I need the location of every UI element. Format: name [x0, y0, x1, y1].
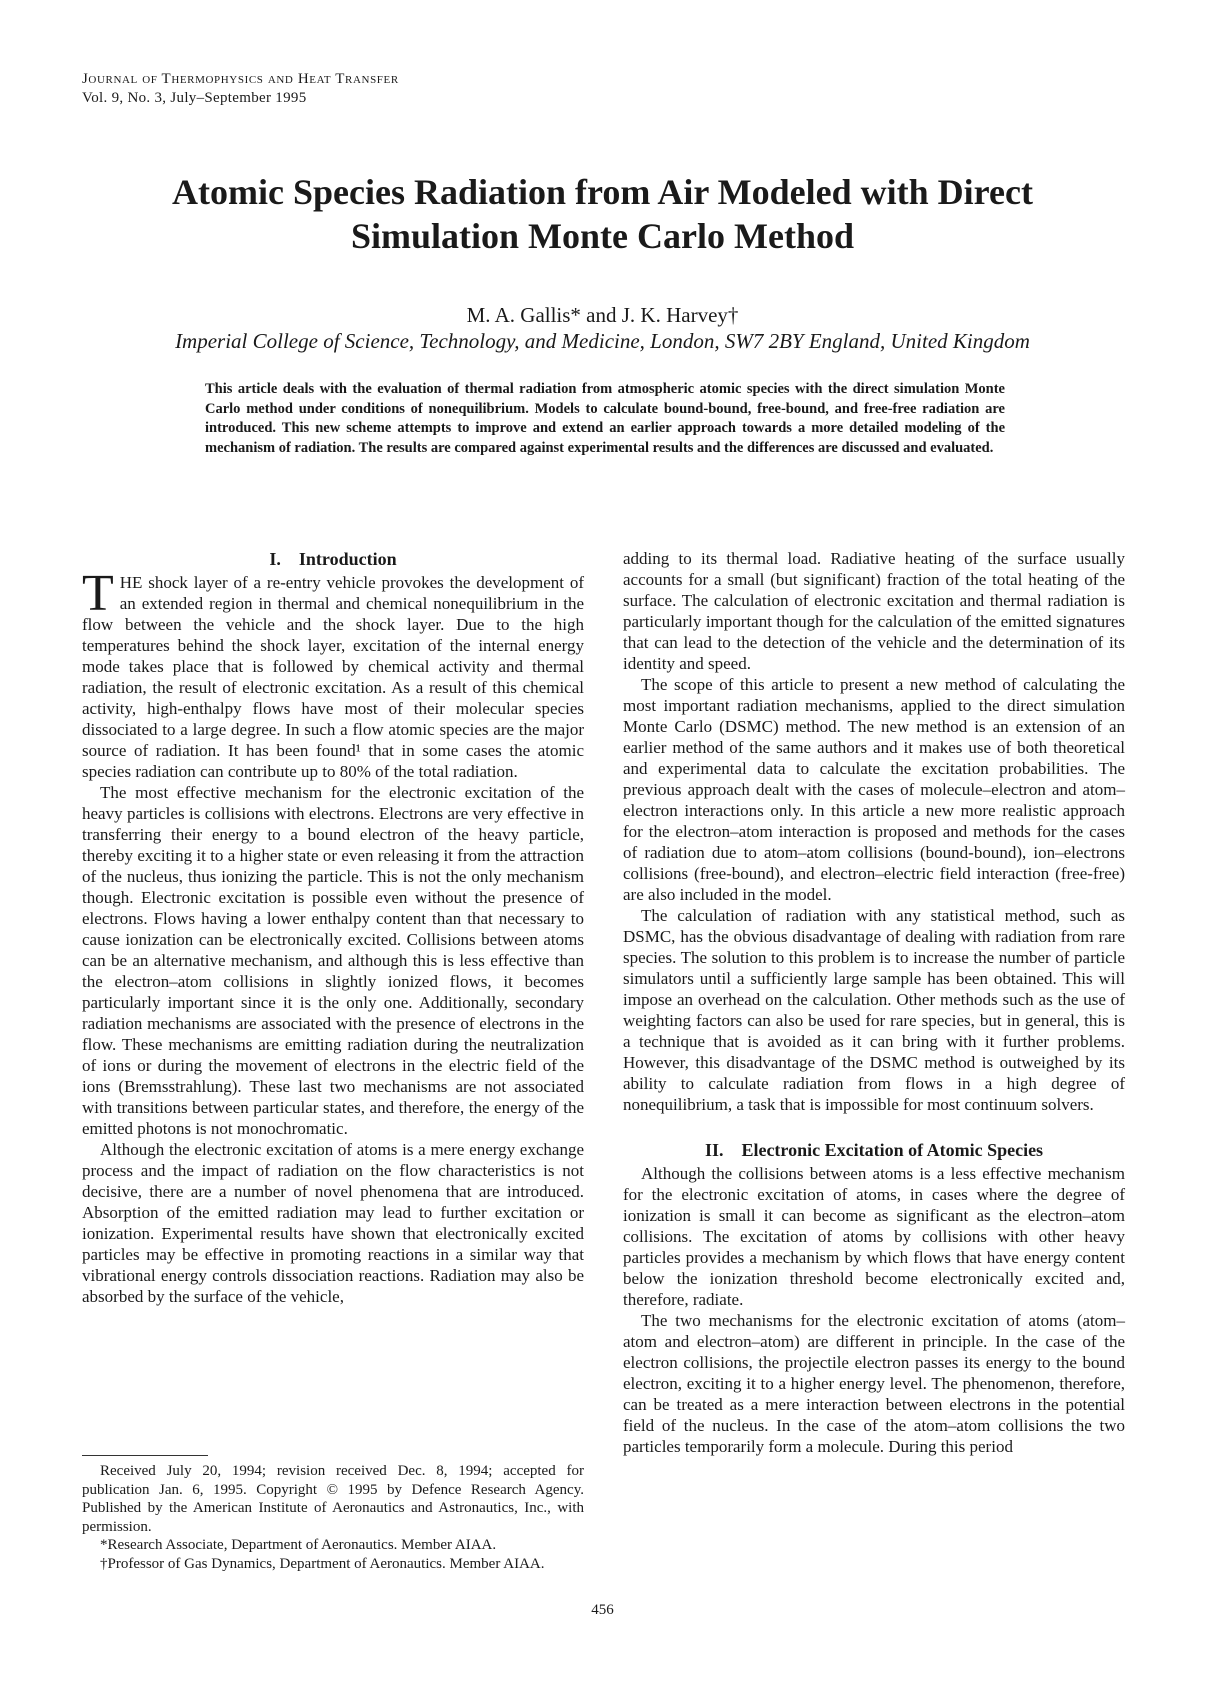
- left-column: [82, 548, 584, 1307]
- abstract: This article deals with the evaluation of thermal radiation from atmospheric atomic species with the direct simulation Monte Carlo method under conditions of nonequilibrium. Models to calculate bound-bound, free-bound, and free-free radiation are introduced. This new scheme attempts to improve and extend an earlier approach towards a more detailed modeling of the mechanism of radiation. The results are compared against experimental results and the differences are discussed and evaluated.: [205, 381, 1005, 457]
- footnote-received: Received July 20, 1994; revision received Dec. 8, 1994; accepted for publication Jan. 6, 1995. Copyright © 1995 by Defence Research Agency. Published by the American Institute of Aeronautics and Astronautics, Inc., with permission.: [82, 1463, 584, 1535]
- paper-authors: M. A. Gallis* and J. K. Harvey†: [466, 303, 739, 327]
- section2-paragraph-1: Although the collisions between atoms is a less effective mechanism for the electronic excitation of atoms, in cases where the degree of ionization is small it can become as significant as the electron–atom collisions. The excitation of atoms by collisions with other heavy particles provides a mechanism by which flows that have energy content below the ionization threshold become electronically excited and, therefore, radiate.: [623, 1164, 1125, 1309]
- right-column: [623, 548, 1125, 1457]
- footnote-author-2: †Professor of Gas Dynamics, Department of Aeronautics. Member AIAA.: [100, 1555, 545, 1572]
- author-affiliation: Imperial College of Science, Technology, and Medicine, London, SW7 2BY England, United Kingdom: [175, 329, 1030, 353]
- intro-paragraph-4: adding to its thermal load. Radiative heating of the surface usually accounts for a small (but significant) fraction of the total heating of the surface. The calculation of electronic excitation and thermal radiation is particularly important though for the calculation of the emitted signatures that can lead to the detection of the vehicle and the determination of its identity and speed.: [623, 549, 1125, 673]
- section-heading-introduction: I. Introduction: [269, 549, 397, 569]
- footnotes: [82, 1462, 584, 1573]
- intro-paragraph-1: [82, 565, 584, 782]
- section-heading-electronic-excitation: II. Electronic Excitation of Atomic Species: [704, 1140, 1044, 1160]
- intro-paragraph-1-text: HE shock layer of a re-entry vehicle provokes the development of an extended region in thermal and chemical nonequilibrium in the flow between the vehicle and the shock layer. Due to the high temperatures behind the shock layer, excitation of the internal energy mode takes place that is followed by chemical activity and thermal radiation, the result of electronic excitation. As a result of this chemical activity, high-enthalpy flows have most of their molecular species dissociated to a large degree. In such a flow atomic species are the major source of radiation. It has been found¹ that in some cases the atomic species radiation can contribute up to 80% of the total radiation.: [82, 573, 584, 781]
- section2-paragraph-2: The two mechanisms for the electronic excitation of atoms (atom–atom and electron–atom) are different in principle. In the case of the electron collisions, the projectile electron passes its energy to the bound electron, exciting it to a higher energy level. The phenomenon, therefore, can be treated as a mere interaction between electrons in the potential field of the nucleus. In the case of the atom–atom collisions the two particles temporarily form a molecule. During this period: [623, 1311, 1125, 1456]
- paper-title: Atomic Species Radiation from Air Modeled with Direct Simulation Monte Carlo Method: [172, 172, 1033, 256]
- journal-volume: Vol. 9, No. 3, July–September 1995: [82, 90, 307, 106]
- footnote-author-1: *Research Associate, Department of Aeronautics. Member AIAA.: [100, 1537, 497, 1553]
- intro-paragraph-5: The scope of this article to present a new method of calculating the most important radiation mechanisms, applied to the direct simulation Monte Carlo (DSMC) method. The new method is an extension of an earlier method of the same authors and it makes use of both theoretical and experimental data to calculate the excitation probabilities. The previous approach dealt with the cases of molecule–electron and atom–electron interactions only. In this article a new more realistic approach for the electron–atom interaction is proposed and methods for the cases of radiation due to atom–atom collisions (bound-bound), ion–electrons collisions (free-bound), and electron–electric field interaction (free-free) are also included in the model.: [623, 675, 1125, 904]
- intro-paragraph-2: The most effective mechanism for the electronic excitation of the heavy particles is collisions with electrons. Electrons are very effective in transferring their energy to a bound electron of the heavy particle, thereby exciting it to a higher state or even releasing it from the attraction of the nucleus, thus ionizing the particle. This is not the only mechanism though. Electronic excitation is possible even without the presence of electrons. Flows having a lower enthalpy content than that necessary to cause ionization can be electronically excited. Collisions between atoms can be an alternative mechanism, and although this is less effective than the electron–atom collisions in slightly ionized flows, it becomes particularly important since it is the only one. Additionally, secondary radiation mechanisms are associated with the presence of electrons in the flow. These mechanisms are emitting radiation during the neutralization of ions or during the movement of electrons in the electric field of the ions (Bremsstrahlung). These last two mechanisms are not associated with transitions between particular states, and therefore, the energy of the emitted photons is not monochromatic.: [82, 783, 584, 1138]
- journal-header: [82, 70, 399, 108]
- intro-paragraph-3: Although the electronic excitation of atoms is a mere energy exchange process and the impact of radiation on the flow characteristics is not decisive, there are a number of novel phenomena that are introduced. Absorption of the emitted radiation may lead to further excitation or ionization. Experimental results have shown that electronically excited particles may be effective in promoting reactions in a similar way that vibrational energy controls dissociation reactions. Radiation may also be absorbed by the surface of the vehicle,: [82, 1140, 584, 1306]
- footnote-rule: [82, 1455, 208, 1456]
- drop-cap: T: [82, 565, 114, 622]
- intro-paragraph-6: The calculation of radiation with any statistical method, such as DSMC, has the obvious disadvantage of dealing with radiation from rare species. The solution to this problem is to increase the number of particle simulators until a sufficiently large sample has been obtained. This will impose an overhead on the calculation. Other methods such as the use of weighting factors can also be used for rare species, but in general, this is a technique that is avoided as it can bring with it further problems. However, this disadvantage of the DSMC method is outweighed by its ability to calculate radiation from flows in a high degree of nonequilibrium, a task that is impossible for most continuum solvers.: [623, 906, 1125, 1114]
- page-number: 456: [591, 1602, 614, 1618]
- journal-name: Journal of Thermophysics and Heat Transfer: [82, 71, 399, 87]
